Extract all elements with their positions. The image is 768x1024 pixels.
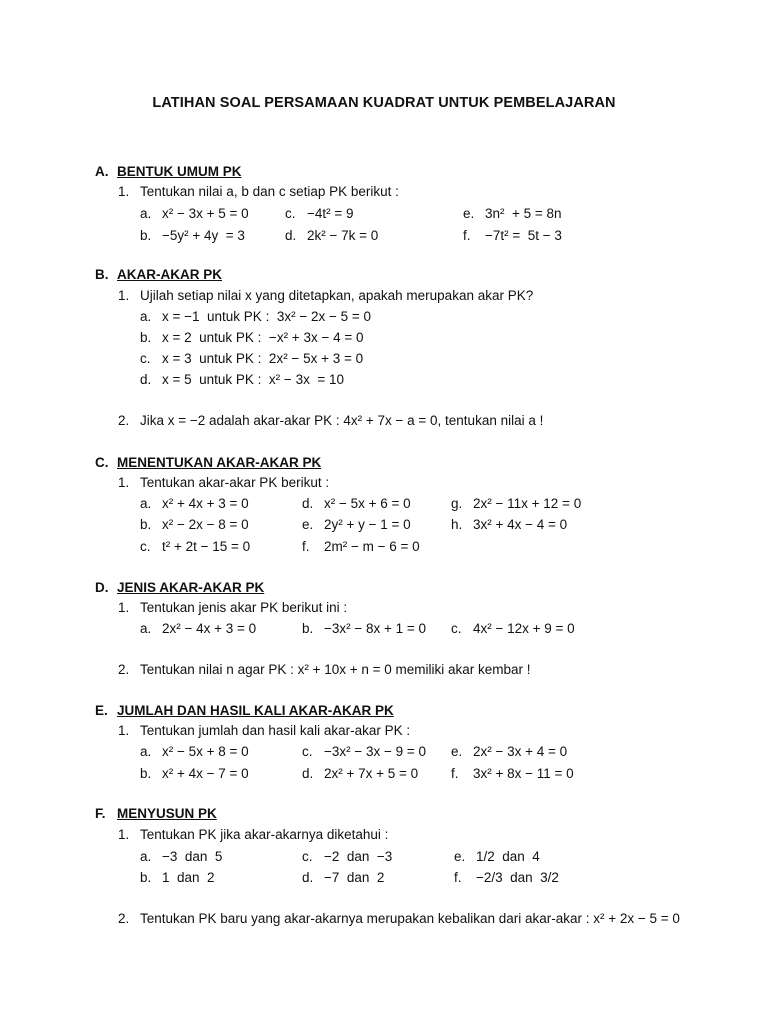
item-c1b (140, 518, 249, 532)
item-expression: −5y² + 4y = 3 (162, 228, 245, 243)
question-text: Tentukan PK baru yang akar-akarnya merupakan kebalikan dari akar-akar : x² + 2x − 5 = 0 (140, 911, 680, 926)
item-c1g (451, 497, 581, 511)
item-f1e (454, 850, 540, 864)
question-number: 1. (118, 723, 130, 738)
question-number: 1. (118, 184, 130, 199)
item-label: d. (302, 870, 314, 885)
question-number: 1. (118, 288, 130, 303)
item-label: c. (140, 351, 151, 366)
item-expression: x² − 5x + 8 = 0 (162, 744, 249, 759)
item-label: a. (140, 621, 152, 636)
item-label: e. (454, 849, 466, 864)
item-label: a. (140, 496, 152, 511)
item-f1d (302, 871, 384, 885)
item-expression: −3 dan 5 (162, 849, 223, 864)
item-a1a (140, 207, 249, 221)
item-b1c (140, 352, 363, 366)
question-d2 (118, 663, 531, 677)
item-d1a (140, 622, 256, 636)
section-letter: F. (95, 806, 106, 821)
item-c1e (302, 518, 411, 532)
item-label: c. (451, 621, 462, 636)
item-e1b (140, 767, 249, 781)
item-expression: −3x² − 8x + 1 = 0 (324, 621, 427, 636)
question-f2 (118, 912, 680, 926)
item-expression: x² − 2x − 8 = 0 (162, 517, 249, 532)
item-expression: 3x² + 8x − 11 = 0 (473, 766, 574, 781)
item-label: b. (140, 766, 152, 781)
item-a1d (285, 229, 378, 243)
item-d1c (451, 622, 575, 636)
item-b1b (140, 331, 364, 345)
item-label: e. (463, 206, 475, 221)
item-label: f. (454, 870, 462, 885)
item-label: c. (302, 849, 313, 864)
item-expression: x² + 4x + 3 = 0 (162, 496, 249, 511)
item-expression: −7t² = 5t − 3 (485, 228, 562, 243)
question-b1 (118, 289, 533, 303)
item-label: c. (285, 206, 296, 221)
item-f1c (302, 850, 392, 864)
question-text: Tentukan nilai n agar PK : x² + 10x + n = 0 memiliki akar kembar ! (140, 662, 531, 677)
item-c1f (302, 540, 420, 554)
item-expression: x = 3 untuk PK : 2x² − 5x + 3 = 0 (162, 351, 364, 366)
item-label: f. (451, 766, 459, 781)
section-title: BENTUK UMUM PK (117, 164, 242, 179)
item-expression: x² − 3x + 5 = 0 (162, 206, 249, 221)
item-expression: −4t² = 9 (307, 206, 354, 221)
item-e1e (451, 745, 567, 759)
item-label: d. (302, 496, 314, 511)
item-expression: t² + 2t − 15 = 0 (162, 539, 251, 554)
item-label: d. (285, 228, 297, 243)
question-number: 2. (118, 911, 130, 926)
section-e-heading (95, 704, 394, 718)
item-label: b. (140, 870, 152, 885)
question-f1 (118, 828, 388, 842)
section-d-heading (95, 581, 264, 595)
item-label: c. (140, 539, 151, 554)
item-e1c (302, 745, 426, 759)
question-text: Tentukan PK jika akar-akarnya diketahui : (140, 827, 389, 842)
item-label: b. (302, 621, 314, 636)
question-number: 2. (118, 413, 130, 428)
item-label: a. (140, 206, 152, 221)
page-title: LATIHAN SOAL PERSAMAAN KUADRAT UNTUK PEMBELAJARAN (152, 95, 616, 111)
item-c1h (451, 518, 567, 532)
question-text: Ujilah setiap nilai x yang ditetapkan, apakah merupakan akar PK? (140, 288, 534, 303)
item-c1a (140, 497, 249, 511)
question-b2 (118, 414, 543, 428)
item-expression: x² − 5x + 6 = 0 (324, 496, 411, 511)
question-c1 (118, 476, 329, 490)
item-label: d. (302, 766, 314, 781)
item-e1a (140, 745, 249, 759)
item-b1d (140, 373, 344, 387)
item-label: c. (302, 744, 313, 759)
item-expression: 2x² − 3x + 4 = 0 (473, 744, 568, 759)
item-f1b (140, 871, 215, 885)
item-expression: 4x² − 12x + 9 = 0 (473, 621, 575, 636)
item-e1f (451, 767, 574, 781)
item-label: f. (463, 228, 471, 243)
item-label: a. (140, 309, 152, 324)
item-expression: 2y² + y − 1 = 0 (324, 517, 411, 532)
item-expression: 2x² − 11x + 12 = 0 (473, 496, 582, 511)
item-expression: 1 dan 2 (162, 870, 215, 885)
section-letter: E. (95, 703, 108, 718)
item-expression: −7 dan 2 (324, 870, 385, 885)
item-expression: −2/3 dan 3/2 (476, 870, 559, 885)
section-title: JENIS AKAR-AKAR PK (117, 580, 265, 595)
item-label: e. (302, 517, 314, 532)
question-number: 1. (118, 475, 130, 490)
question-a1 (118, 185, 399, 199)
item-expression: −2 dan −3 (324, 849, 393, 864)
question-text: Tentukan jumlah dan hasil kali akar-akar PK : (140, 723, 411, 738)
question-text: Tentukan jenis akar PK berikut ini : (140, 600, 348, 615)
section-title: JUMLAH DAN HASIL KALI AKAR-AKAR PK (117, 703, 394, 718)
item-e1d (302, 767, 418, 781)
section-title: MENYUSUN PK (117, 806, 217, 821)
item-expression: 2x² − 4x + 3 = 0 (162, 621, 257, 636)
item-expression: 1/2 dan 4 (476, 849, 540, 864)
section-letter: B. (95, 267, 109, 282)
item-a1e (463, 207, 562, 221)
item-expression: −3x² − 3x − 9 = 0 (324, 744, 427, 759)
item-expression: 2x² + 7x + 5 = 0 (324, 766, 419, 781)
item-expression: x = −1 untuk PK : 3x² − 2x − 5 = 0 (162, 309, 371, 324)
item-label: a. (140, 744, 152, 759)
question-text: Tentukan akar-akar PK berikut : (140, 475, 330, 490)
item-expression: x² + 4x − 7 = 0 (162, 766, 249, 781)
item-c1c (140, 540, 250, 554)
item-label: b. (140, 517, 152, 532)
item-expression: 3n² + 5 = 8n (485, 206, 562, 221)
item-expression: 2m² − m − 6 = 0 (324, 539, 420, 554)
section-b-heading (95, 268, 222, 282)
item-a1c (285, 207, 354, 221)
item-expression: 3x² + 4x − 4 = 0 (473, 517, 568, 532)
question-number: 2. (118, 662, 130, 677)
item-label: a. (140, 849, 152, 864)
question-d1 (118, 601, 347, 615)
item-b1a (140, 310, 371, 324)
section-title: MENENTUKAN AKAR-AKAR PK (117, 455, 322, 470)
item-c1d (302, 497, 411, 511)
item-label: e. (451, 744, 463, 759)
question-number: 1. (118, 827, 130, 842)
question-text: Tentukan nilai a, b dan c setiap PK berikut : (140, 184, 399, 199)
item-a1b (140, 229, 245, 243)
item-label: b. (140, 330, 152, 345)
question-e1 (118, 724, 410, 738)
question-text: Jika x = −2 adalah akar-akar PK : 4x² + 7x − a = 0, tentukan nilai a ! (140, 413, 544, 428)
item-label: d. (140, 372, 152, 387)
item-d1b (302, 622, 426, 636)
item-label: g. (451, 496, 463, 511)
item-label: h. (451, 517, 463, 532)
item-expression: 2k² − 7k = 0 (307, 228, 379, 243)
item-a1f (463, 229, 562, 243)
section-f-heading (95, 807, 217, 821)
section-letter: D. (95, 580, 109, 595)
section-c-heading (95, 456, 321, 470)
section-letter: A. (95, 164, 109, 179)
item-f1a (140, 850, 222, 864)
item-label: b. (140, 228, 152, 243)
item-f1f (454, 871, 559, 885)
section-letter: C. (95, 455, 109, 470)
section-a-heading (95, 165, 242, 179)
section-title: AKAR-AKAR PK (117, 267, 222, 282)
item-label: f. (302, 539, 310, 554)
item-expression: x = 2 untuk PK : −x² + 3x − 4 = 0 (162, 330, 364, 345)
question-number: 1. (118, 600, 130, 615)
item-expression: x = 5 untuk PK : x² − 3x = 10 (162, 372, 344, 387)
